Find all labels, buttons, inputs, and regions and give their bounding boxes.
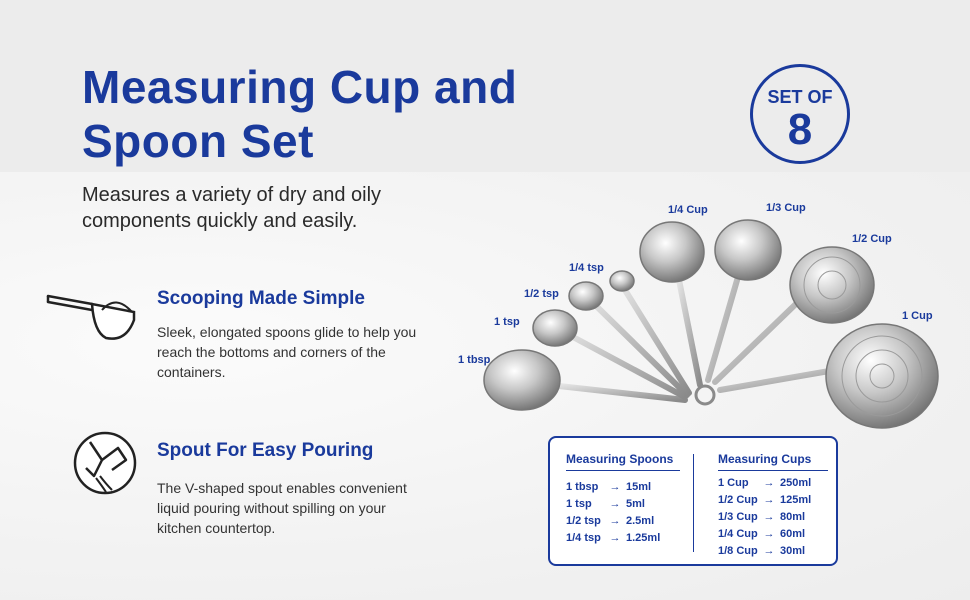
cup-row: 1 Cup → 250ml — [718, 477, 812, 489]
feature-title-pouring: Spout For Easy Pouring — [157, 440, 374, 461]
spoons-column — [566, 452, 680, 547]
feature-desc-pouring: The V-shaped spout enables convenient liquid pouring without spilling on your kitchen countertop. — [157, 480, 407, 536]
scoop-icon — [46, 292, 138, 353]
label-quarter-tsp: 1/4 tsp — [569, 262, 604, 274]
product-illustration — [450, 190, 960, 445]
spoons-header: Measuring Spoons — [566, 452, 680, 471]
label-half-cup: 1/2 Cup — [852, 233, 892, 245]
table-divider — [693, 454, 694, 552]
cups-column — [718, 452, 828, 560]
title-line-2: Spoon Set — [82, 115, 314, 167]
label-1-tsp: 1 tsp — [494, 316, 520, 328]
badge-count: 8 — [787, 105, 813, 154]
spoon-row: 1 tbsp → 15ml — [566, 481, 652, 493]
cup-row: 1/3 Cup → 80ml — [718, 511, 806, 523]
page-title — [82, 60, 517, 168]
spoon-row: 1/4 tsp → 1.25ml — [566, 532, 661, 544]
cup-row: 1/4 Cup → 60ml — [718, 528, 806, 540]
set-badge — [750, 64, 850, 164]
feature-desc-scooping: Sleek, elongated spoons glide to help you reach the bottoms and corners of the containers. — [157, 324, 417, 380]
label-1-tbsp: 1 tbsp — [458, 354, 491, 366]
label-third-cup: 1/3 Cup — [766, 202, 806, 214]
spoon-row: 1 tsp → 5ml — [566, 498, 645, 510]
feature-title-scooping: Scooping Made Simple — [157, 288, 365, 309]
badge-label: SET OF — [767, 87, 833, 107]
subtitle: Measures a variety of dry and oily components quickly and easily. — [82, 184, 382, 232]
spoon-row: 1/2 tsp → 2.5ml — [566, 515, 655, 527]
conversion-table — [548, 436, 838, 566]
cups-header: Measuring Cups — [718, 452, 828, 471]
label-quarter-cup: 1/4 Cup — [668, 204, 708, 216]
label-1-cup: 1 Cup — [902, 310, 933, 322]
cup-row: 1/2 Cup → 125ml — [718, 494, 812, 506]
title-line-1: Measuring Cup and — [82, 61, 518, 113]
pour-icon — [72, 430, 138, 501]
cup-row: 1/8 Cup → 30ml — [718, 545, 806, 557]
label-half-tsp: 1/2 tsp — [524, 288, 559, 300]
